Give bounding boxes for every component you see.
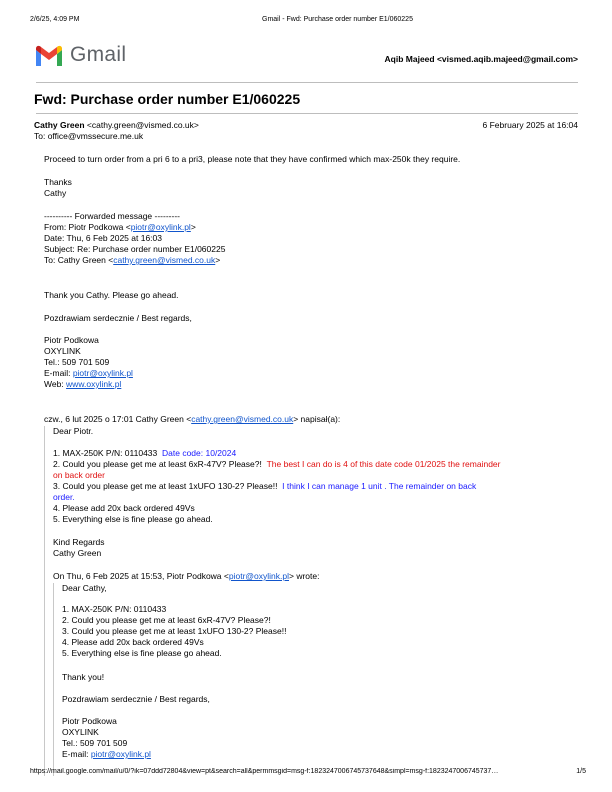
message-to: To: office@vmssecure.me.uk (34, 131, 144, 141)
nested-attrib-pre: On Thu, 6 Feb 2025 at 15:53, Piotr Podkowa < (53, 571, 229, 581)
quote-item-2 (53, 459, 501, 471)
sig-web-link[interactable]: www.oxylink.pl (66, 379, 122, 389)
nested-quote-attribution (53, 571, 319, 583)
quote-item-2-text: 2. Could you please get me at least 6xR-47V? Please?! (53, 459, 262, 469)
nested-quote-bar (53, 583, 54, 776)
quote-bar (44, 426, 45, 776)
quote-item-1 (53, 448, 236, 460)
quote-item-3 (53, 481, 476, 493)
body-signoff: Cathy (44, 188, 67, 198)
nested-regards: Pozdrawiam serdecznie / Best regards, (62, 694, 210, 704)
sig-email-link[interactable]: piotr@oxylink.pl (72, 368, 133, 378)
quote-greeting: Dear Piotr. (53, 426, 94, 436)
quote-item-1-note: Date code: 10/2024 (162, 448, 237, 458)
nested-sig-email-link[interactable]: piotr@oxylink.pl (90, 749, 151, 759)
forwarded-marker: ---------- Forwarded message --------- (44, 211, 180, 221)
fwd-from-email-link[interactable]: piotr@oxylink.pl (130, 222, 191, 232)
quote-item-4: 4. Please add 20x back ordered 49Vs (53, 503, 195, 513)
nested-sig-tel: Tel.: 509 701 509 (62, 738, 128, 748)
nested-item-1: 1. MAX-250K P/N: 0110433 (62, 604, 167, 614)
gmail-wordmark: Gmail (70, 43, 127, 66)
nested-sig-email (62, 749, 151, 761)
fwd-to-label: To: Cathy Green < (44, 255, 114, 265)
forwarded-from (44, 222, 196, 234)
quote-item-3-text: 3. Could you please get me at least 1xUFO 130-2? Please!! (53, 481, 278, 491)
nested-attrib-post: > wrote: (289, 571, 320, 581)
nested-attrib-email-link[interactable]: piotr@oxylink.pl (228, 571, 289, 581)
forwarded-subject: Subject: Re: Purchase order number E1/060225 (44, 244, 226, 254)
sig-email (44, 368, 133, 380)
forwarded-to (44, 255, 220, 267)
quote-item-2-note: The best I can do is 4 of this date code 01/2025 the remainder (266, 459, 501, 469)
message-date: 6 February 2025 at 16:04 (482, 120, 578, 130)
message-sender (34, 120, 199, 132)
print-page-number: 1/5 (576, 768, 586, 775)
body-text: Proceed to turn order from a pri 6 to a pri3, please note that they have confirmed which max-250k they require. (44, 154, 461, 164)
fwd-to-email-link[interactable]: cathy.green@vismed.co.uk (113, 255, 216, 265)
gmail-logo-icon (34, 44, 64, 68)
quote-attrib-pre: czw., 6 lut 2025 o 17:01 Cathy Green < (44, 414, 192, 424)
nested-sig-name: Piotr Podkowa (62, 716, 117, 726)
quote-item-5: 5. Everything else is fine please go ahead. (53, 514, 213, 524)
nested-item-4: 4. Please add 20x back ordered 49Vs (62, 637, 204, 647)
quote-item-3-note: I think I can manage 1 unit . The remainder on back (282, 481, 477, 491)
email-subject: Fwd: Purchase order number E1/060225 (34, 91, 301, 107)
sig-web (44, 379, 121, 391)
reply-text: Thank you Cathy. Please go ahead. (44, 290, 179, 300)
reply-regards: Pozdrawiam serdecznie / Best regards, (44, 313, 192, 323)
fwd-to-close: > (215, 255, 221, 265)
nested-sig-company: OXYLINK (62, 727, 99, 737)
nested-greeting: Dear Cathy, (62, 583, 107, 593)
nested-item-3: 3. Could you please get me at least 1xUFO 130-2? Please!! (62, 626, 287, 636)
quote-item-2-note-cont: on back order (53, 470, 105, 480)
sig-tel: Tel.: 509 701 509 (44, 357, 110, 367)
body-thanks: Thanks (44, 177, 72, 187)
quote-item-3-note-cont: order. (53, 492, 75, 502)
quote-attrib-post: > napisał(a): (293, 414, 341, 424)
divider (36, 82, 578, 83)
fwd-from-label: From: Piotr Podkowa < (44, 222, 131, 232)
sender-name: Cathy Green (34, 120, 85, 130)
print-datetime: 2/6/25, 4:09 PM (30, 16, 80, 23)
quote-attrib-email-link[interactable]: cathy.green@vismed.co.uk (191, 414, 294, 424)
divider (36, 113, 578, 114)
forwarded-date: Date: Thu, 6 Feb 2025 at 16:03 (44, 233, 162, 243)
print-title: Gmail - Fwd: Purchase order number E1/060225 (262, 16, 413, 23)
quote-attribution (44, 414, 340, 426)
sig-company: OXYLINK (44, 346, 81, 356)
sig-web-label: Web: (44, 379, 67, 389)
nested-item-2: 2. Could you please get me at least 6xR-47V? Please?! (62, 615, 271, 625)
nested-item-5: 5. Everything else is fine please go ahead. (62, 648, 222, 658)
sender-email: <cathy.green@vismed.co.uk> (86, 120, 199, 130)
quote-kind-regards: Kind Regards (53, 537, 105, 547)
print-footer-url: https://mail.google.com/mail/u/0/?ik=07ddd72804&view=pt&search=all&permmsgid=msg-f:1823247006745737648&simpl=msg-f:1823247006745737… (30, 768, 499, 775)
account-user: Aqib Majeed <vismed.aqib.majeed@gmail.com> (384, 54, 578, 64)
sig-name: Piotr Podkowa (44, 335, 99, 345)
fwd-from-close: > (190, 222, 196, 232)
sig-email-label: E-mail: (44, 368, 73, 378)
quote-item-1-text: 1. MAX-250K P/N: 0110433 (53, 448, 158, 458)
nested-sig-email-label: E-mail: (62, 749, 91, 759)
nested-thanks: Thank you! (62, 672, 105, 682)
quote-name: Cathy Green (53, 548, 102, 558)
